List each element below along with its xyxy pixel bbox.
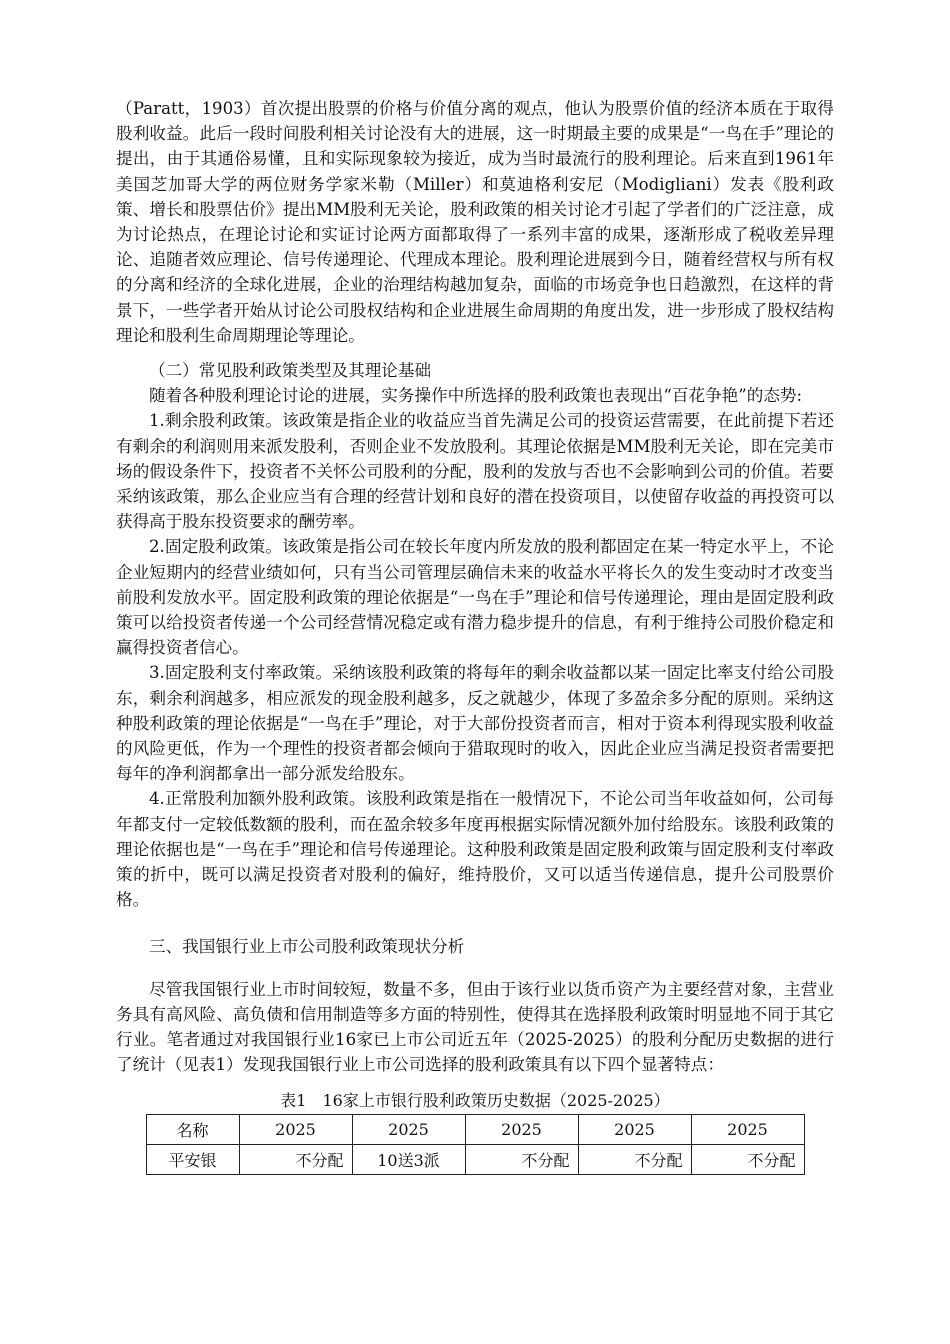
table-header-cell: 2025 xyxy=(352,1114,465,1144)
table-caption: 表1 16家上市银行股利政策历史数据（2025-2025） xyxy=(280,1090,670,1110)
table-cell: 不分配 xyxy=(239,1144,352,1174)
table-header-cell: 2025 xyxy=(578,1114,691,1144)
policy-item-residual: 1.剩余股利政策。该政策是指企业的收益应当首先满足公司的投资运营需要，在此前提下若还有剩余的利润则用来派发股利，否则企业不发放股利。其理论依据是MM股利无关论，即在完美市场的假设条件下，投资者不关怀公司股利的分配，股利的发放与否也不会影响到公司的价值。若要采纳该政策，那么企业应当有合理的经营计划和良好的潜在投资项目，以使留存收益的再投资可以获得高于股东投资要求的酬劳率。 xyxy=(116,411,834,532)
table-header-cell: 2025 xyxy=(691,1114,804,1144)
table-cell-bank-name: 平安银 xyxy=(146,1144,239,1174)
table-header-cell: 名称 xyxy=(146,1114,239,1144)
policy-item-fixed-ratio: 3.固定股利支付率政策。采纳该股利政策的将每年的剩余收益都以某一固定比率支付给公司股东，剩余利润越多，相应派发的现金股利越多，反之就越少，体现了多盈余多分配的原则。采纳这种股利政策的理论依据是“一鸟在手”理论，对于大部份投资者而言，相对于资本利得现实股利收益的风险更低，作为一个理性的投资者都会倾向于猎取现时的收入，因此企业应当满足投资者需要把每年的净利润都拿出一部分派发给股东。 xyxy=(116,663,834,784)
policy-item-regular-plus-extra: 4.正常股利加额外股利政策。该股利政策是指在一般情况下，不论公司当年收益如何，公司每年都支付一定较低数额的股利，而在盈余较多年度再根据实际情况额外加付给股东。该股利政策的理论依据也是“一鸟在手”理论和信号传递理论。这种股利政策是固定股利政策与固定股利支付率政策的折中，既可以满足投资者对股利的偏好，维持股价，又可以适当传递信息，提升公司股票价格。 xyxy=(116,789,834,910)
table-row xyxy=(146,1144,804,1174)
section-heading-bank-analysis: 三、我国银行业上市公司股利政策现状分析 xyxy=(149,936,465,956)
intro-paragraph: （Paratt，1903）首次提出股票的价格与价值分离的观点，他认为股票价值的经济本质在于取得股利收益。此后一段时间股利相关讨论没有大的进展，这一时期最主要的成果是“一鸟在手”理论的提出，由于其通俗易懂，且和实际现象较为接近，成为当时最流行的股利理论。后来直到1961年美国芝加哥大学的两位财务学家米勒（Miller）和莫迪格利安尼（Modigliani）发表《股利政策、增长和股票估价》提出MM股利无关论，股利政策的相关讨论才引起了学者们的广泛注意，成为讨论热点，在理论讨论和实证讨论两方面都取得了一系列丰富的成果，逐渐形成了税收差异理论、追随者效应理论、信号传递理论、代理成本理论。股利理论进展到今日，随着经营权与所有权的分离和经济的全球化进展，企业的治理结构越加复杂，面临的市场竞争也日趋激烈，在这样的背景下，一些学者开始从讨论公司股权结构和企业进展生命周期的角度出发，进一步形成了股权结构理论和股利生命周期理论等理论。 xyxy=(116,99,834,345)
policy-item-fixed: 2.固定股利政策。该政策是指公司在较长年度内所发放的股利都固定在某一特定水平上，不论企业短期内的经营业绩如何，只有当公司管理层确信未来的收益水平将长久的发生变动时才改变当前股利发放水平。固定股利政策的理论依据是“一鸟在手”理论和信号传递理论，理由是固定股利政策可以给投资者传递一个公司经营情况稳定或有潜力稳步提升的信息，有利于维持公司股价稳定和赢得投资者信心。 xyxy=(116,537,834,658)
document-page xyxy=(116,96,834,1175)
table-cell: 不分配 xyxy=(578,1144,691,1174)
table-cell: 不分配 xyxy=(465,1144,578,1174)
table-cell: 不分配 xyxy=(691,1144,804,1174)
section-heading-dividend-types: （二）常见股利政策类型及其理论基础 xyxy=(149,361,432,381)
table-header-row xyxy=(146,1114,804,1144)
bank-analysis-paragraph: 尽管我国银行业上市时间较短，数量不多，但由于该行业以货币资产为主要经营对象，主营业务具有高风险、高负债和信用制造等多方面的特别性，使得其在选择股利政策时明显地不同于其它行业。笔者通过对我国银行业16家已上市公司近五年（2025-2025）的股利分配历史数据的进行了统计（见表1）发现我国银行业上市公司选择的股利政策具有以下四个显著特点： xyxy=(116,979,834,1075)
dividend-history-table xyxy=(146,1114,805,1175)
table-cell: 10送3派 xyxy=(352,1144,465,1174)
table-header-cell: 2025 xyxy=(465,1114,578,1144)
section-intro-paragraph: 随着各种股利理论讨论的进展，实务操作中所选择的股利政策也表现出“百花争艳”的态势: xyxy=(149,386,803,406)
table-header-cell: 2025 xyxy=(239,1114,352,1144)
